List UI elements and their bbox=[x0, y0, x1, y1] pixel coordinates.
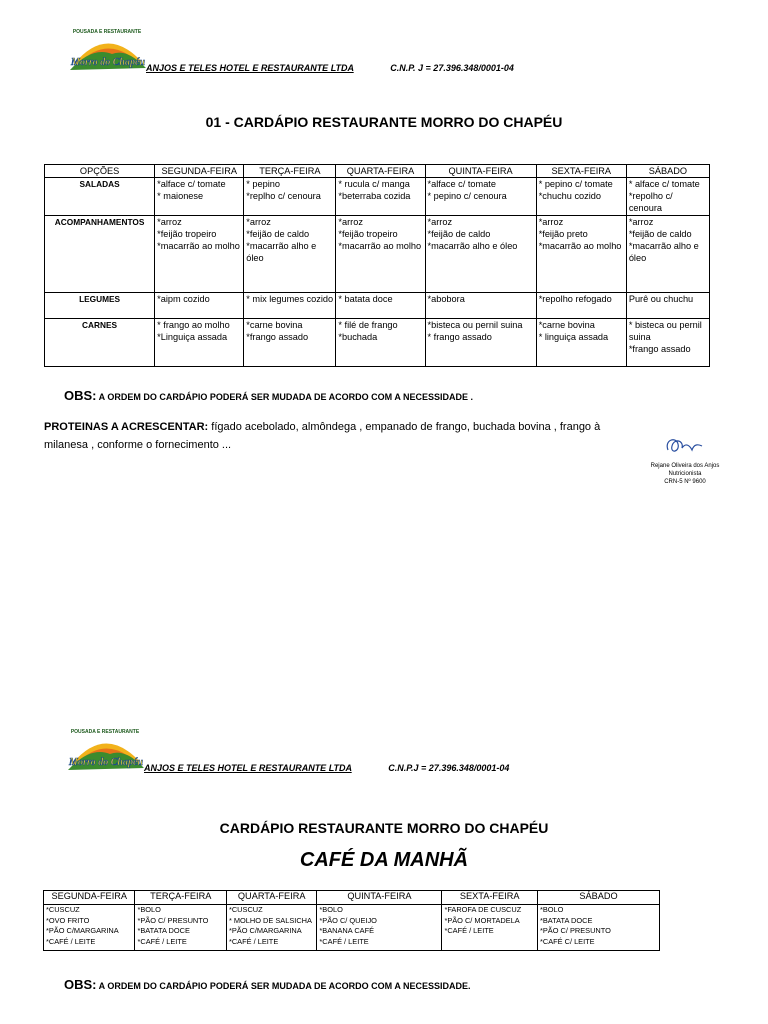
table-cell: * bisteca ou pernil suina *frango assado bbox=[626, 319, 709, 367]
obs-text: A ORDEM DO CARDÁPIO PODERÁ SER MUDADA DE ACORDO COM A NECESSIDADE . bbox=[96, 392, 474, 402]
table-header-row bbox=[45, 165, 710, 178]
cnpj: C.N.P. J = 27.396.348/0001-04 bbox=[390, 63, 514, 73]
restaurant-logo bbox=[60, 724, 150, 772]
column-header: OPÇÕES bbox=[45, 165, 155, 178]
company-name: ANJOS E TELES HOTEL E RESTAURANTE LTDA bbox=[146, 63, 354, 73]
table-header-row bbox=[44, 891, 660, 905]
column-header: TERÇA-FEIRA bbox=[244, 165, 336, 178]
signature-role: Nutricionista bbox=[668, 471, 702, 477]
logo-brand-text: Morro do Chapéu bbox=[69, 757, 143, 768]
table-cell: *CUSCUZ * MOLHO DE SALSICHA *PÃO C/MARGARINA *CAFÉ / LEITE bbox=[226, 905, 316, 951]
table-cell: *alface c/ tomate * maionese bbox=[155, 178, 244, 216]
proteins-text: fígado acebolado, almôndega , empanado de frango, buchada bovina , frango à milanesa , conforme o fornecimento ... bbox=[44, 421, 601, 451]
table-row bbox=[45, 319, 710, 367]
weekly-menu-table bbox=[44, 164, 710, 367]
column-header: QUINTA-FEIRA bbox=[425, 165, 536, 178]
column-header: SEGUNDA-FEIRA bbox=[155, 165, 244, 178]
signature-image bbox=[662, 432, 706, 460]
table-cell: *BOLO *BATATA DOCE *PÃO C/ PRESUNTO *CAFÉ C/ LEITE bbox=[537, 905, 659, 951]
logo-top-text: POUSADA E RESTAURANTE bbox=[72, 29, 142, 35]
table-cell: * rucula c/ manga *beterraba cozida bbox=[336, 178, 425, 216]
table-cell: *arroz *feijão tropeiro *macarrão ao molho bbox=[155, 216, 244, 293]
company-header bbox=[146, 63, 514, 73]
table-cell: * pepino *replho c/ cenoura bbox=[244, 178, 336, 216]
menu2-title: CARDÁPIO RESTAURANTE MORRO DO CHAPÉU bbox=[219, 820, 549, 836]
table-cell: *arroz *feijão tropeiro *macarrão ao molho bbox=[336, 216, 425, 293]
table-cell: *FAROFA DE CUSCUZ *PÃO C/ MORTADELA *CAFÉ / LEITE bbox=[442, 905, 538, 951]
logo-brand-text: Morro do Chapéu bbox=[71, 57, 145, 68]
table-cell: *repolho refogado bbox=[536, 293, 626, 319]
breakfast-table bbox=[43, 890, 660, 951]
table-cell: *aipm cozido bbox=[155, 293, 244, 319]
obs-text: A ORDEM DO CARDÁPIO PODERÁ SER MUDADA DE ACORDO COM A NECESSIDADE. bbox=[96, 981, 471, 991]
breakfast-title: CAFÉ DA MANHÃ bbox=[299, 849, 469, 871]
table-cell: * pepino c/ tomate *chuchu cozido bbox=[536, 178, 626, 216]
table-cell: * mix legumes cozido bbox=[244, 293, 336, 319]
table-cell: * filé de frango *buchada bbox=[336, 319, 425, 367]
table-cell: *arroz *feijão de caldo *macarrão alho e óleo bbox=[425, 216, 536, 293]
table-row bbox=[44, 905, 660, 951]
table-cell: *carne bovina *frango assado bbox=[244, 319, 336, 367]
proteins-note bbox=[44, 418, 634, 454]
menu2-obs bbox=[64, 977, 471, 992]
table-cell: *arroz *feijão de caldo *macarrão alho e óleo bbox=[626, 216, 709, 293]
column-header: QUARTA-FEIRA bbox=[226, 891, 316, 905]
cnpj: C.N.P.J = 27.396.348/0001-04 bbox=[388, 763, 510, 773]
row-label: ACOMPANHAMENTOS bbox=[45, 216, 155, 293]
table-cell: *abobora bbox=[425, 293, 536, 319]
obs-label: OBS: bbox=[64, 977, 97, 992]
menu1-obs bbox=[64, 388, 473, 403]
column-header: QUINTA-FEIRA bbox=[317, 891, 442, 905]
table-cell: *arroz *feijão de caldo *macarrão alho e óleo bbox=[244, 216, 336, 293]
proteins-label: PROTEINAS A ACRESCENTAR: bbox=[44, 421, 209, 433]
table-row bbox=[45, 293, 710, 319]
column-header: SÁBADO bbox=[626, 165, 709, 178]
table-cell: * frango ao molho *Linguiça assada bbox=[155, 319, 244, 367]
row-label: SALADAS bbox=[45, 178, 155, 216]
logo-top-text: POUSADA E RESTAURANTE bbox=[70, 729, 140, 735]
table-cell: Purê ou chuchu bbox=[626, 293, 709, 319]
signature-block bbox=[640, 462, 730, 486]
obs-label: OBS: bbox=[64, 388, 97, 403]
table-cell: *CUSCUZ *OVO FRITO *PÃO C/MARGARINA *CAFÉ / LEITE bbox=[44, 905, 135, 951]
signature-crn: CRN-5 Nº 9600 bbox=[664, 479, 706, 485]
table-cell: *alface c/ tomate * pepino c/ cenoura bbox=[425, 178, 536, 216]
menu1-title: 01 - CARDÁPIO RESTAURANTE MORRO DO CHAPÉU bbox=[205, 114, 563, 130]
signature-name: Rejane Oliveira dos Anjos bbox=[650, 463, 720, 469]
row-label: CARNES bbox=[45, 319, 155, 367]
table-cell: * batata doce bbox=[336, 293, 425, 319]
table-cell: *bisteca ou pernil suina * frango assado bbox=[425, 319, 536, 367]
table-cell: *arroz *feijão preto *macarrão ao molho bbox=[536, 216, 626, 293]
column-header: SEGUNDA-FEIRA bbox=[44, 891, 135, 905]
row-label: LEGUMES bbox=[45, 293, 155, 319]
table-cell: * alface c/ tomate *repolho c/ cenoura bbox=[626, 178, 709, 216]
column-header: QUARTA-FEIRA bbox=[336, 165, 425, 178]
company-name: ANJOS E TELES HOTEL E RESTAURANTE LTDA bbox=[144, 763, 352, 773]
restaurant-logo bbox=[62, 24, 152, 72]
column-header: TERÇA-FEIRA bbox=[135, 891, 226, 905]
column-header: SEXTA-FEIRA bbox=[536, 165, 626, 178]
table-row bbox=[45, 216, 710, 293]
column-header: SÁBADO bbox=[537, 891, 659, 905]
table-cell: *BOLO *PÃO C/ PRESUNTO *BATATA DOCE *CAFÉ / LEITE bbox=[135, 905, 226, 951]
table-cell: *carne bovina * linguiça assada bbox=[536, 319, 626, 367]
table-row bbox=[45, 178, 710, 216]
column-header: SEXTA-FEIRA bbox=[442, 891, 538, 905]
company-header bbox=[144, 763, 509, 773]
table-cell: *BOLO *PÃO C/ QUEIJO *BANANA CAFÉ *CAFÉ / LEITE bbox=[317, 905, 442, 951]
